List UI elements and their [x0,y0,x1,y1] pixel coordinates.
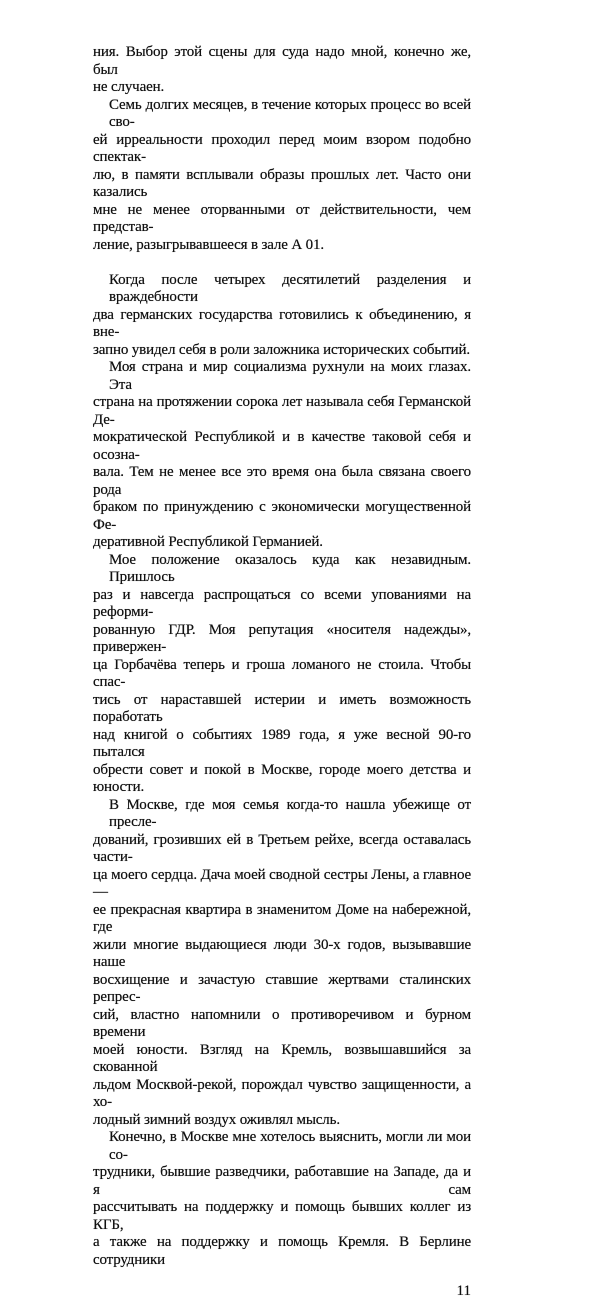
text-line: раз и навсегда распрощаться со всеми упованиями на реформи- [93,586,471,620]
paragraph [93,359,471,552]
text-line: рассчитывать на поддержку и помощь бывших коллег из КГБ, [93,1199,471,1233]
text-line: Семь долгих месяцев, в течение которых процесс во всей сво- [109,96,471,130]
text-line: жили многие выдающиеся люди 30-х годов, вызывавшие наше [93,936,471,970]
text-line: мократической Республикой и в качестве таковой себя и осозна- [93,429,471,463]
text-line: В Москве, где моя семья когда-то нашла убежище от пресле- [109,796,471,830]
text-line: ца Горбачёва теперь и гроша ломаного не стоила. Чтобы спас- [93,656,471,690]
text-line: ее прекрасная квартира в знаменитом Доме на набережной, где [93,901,471,935]
text-line: запно увидел себя в роли заложника исторических событий. [93,341,471,358]
paragraph [93,272,471,360]
text-line: дований, грозивших ей в Третьем рейхе, всегда оставалась части- [93,831,471,865]
text-line: мне не менее оторванными от действительности, чем представ- [93,201,471,235]
paragraph [93,552,471,797]
text-line: моей юности. Взгляд на Кремль, возвышавшийся за скованной [93,1041,471,1075]
text-line: лю, в памяти всплывали образы прошлых лет. Часто они казались [93,166,471,200]
text-line: вала. Тем не менее все это время она была связана своего рода [93,464,471,498]
paragraph [93,1129,471,1269]
text-line: сий, властно напомнили о противоречивом и бурном времени [93,1006,471,1040]
text-line: Мое положение оказалось куда как незавидным. Пришлось [109,551,471,585]
page-body-text [93,44,471,1269]
text-line: трудники, бывшие разведчики, работавшие на Западе, да и я сам [93,1164,471,1198]
paragraph [93,44,471,97]
paragraph [93,97,471,255]
page [93,44,471,1301]
text-line: ление, разыгрывавшееся в зале А 01. [93,236,324,253]
text-line: рованную ГДР. Моя репутация «носителя надежды», привержен- [93,621,471,655]
text-line: деративной Республикой Германией. [93,534,323,550]
paragraph [93,797,471,1130]
text-line: обрести совет и покой в Москве, городе моего детства и юности. [93,761,471,795]
text-line: льдом Москвой-рекой, порождал чувство защищенности, а хо- [93,1076,471,1110]
text-line: ца моего сердца. Дача моей сводной сестры Лены, а главное — [93,866,471,900]
text-line: над книгой о событиях 1989 года, я уже весной 90-го пытался [93,726,471,760]
page-number: 11 [456,1283,471,1299]
text-line: а также на поддержку и помощь Кремля. В Берлине сотрудники [93,1234,471,1268]
text-line: страна на протяжении сорока лет называла себя Германской Де- [93,394,471,428]
text-line: два германских государства готовились к объединению, я вне- [93,306,471,340]
text-line: лодный зимний воздух оживлял мысль. [93,1111,340,1128]
section-break [93,254,471,272]
text-line: ей ирреальности проходил перед моим взором подобно спектак- [93,131,471,165]
text-line: ния. Выбор этой сцены для суда надо мной, конечно же, был [93,44,471,78]
text-line: восхищение и зачастую ставшие жертвами сталинских репрес- [93,971,471,1005]
text-line: браком по принуждению с экономически могущественной Фе- [93,499,471,533]
text-line: Моя страна и мир социализма рухнули на моих глазах. Эта [109,359,471,393]
text-line: Конечно, в Москве мне хотелось выяснить, могли ли мои со- [109,1129,471,1163]
text-line: не случаен. [93,79,165,95]
text-line: тись от нараставшей истерии и иметь возможность поработать [93,691,471,725]
text-line: Когда после четырех десятилетий разделения и враждебности [109,271,471,305]
